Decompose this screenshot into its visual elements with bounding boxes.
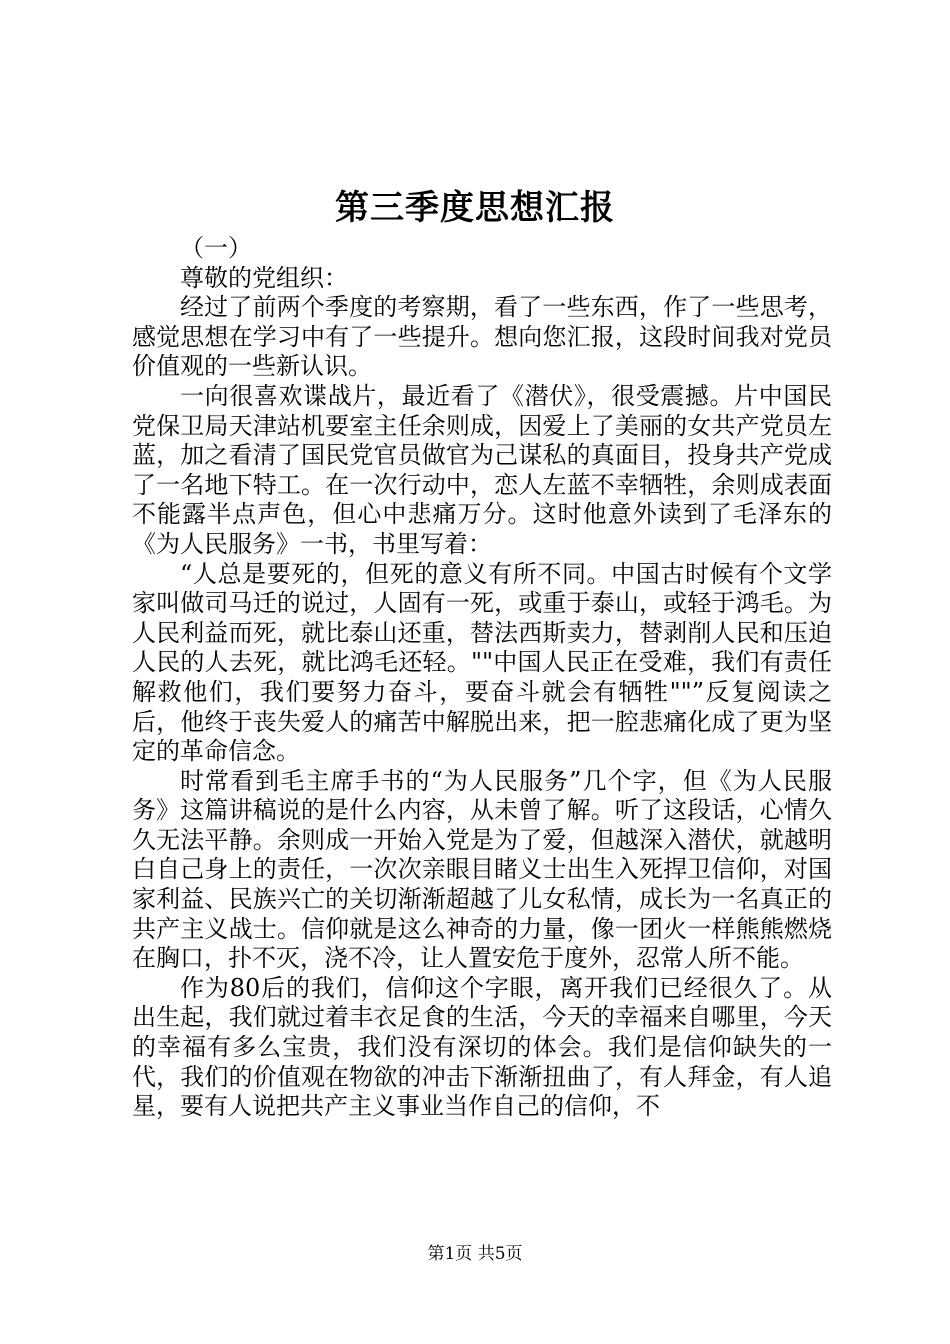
paragraph: 经过了前两个季度的考察期，看了一些东西，作了一些思考，感觉思想在学习中有了一些提升。想向您汇报，这段时间我对党员价值观的一些新认识。 <box>132 293 832 381</box>
document-body <box>132 234 832 1122</box>
section-number: （一） <box>180 234 252 262</box>
page-footer: 第1页 共5页 <box>427 1244 523 1264</box>
document-title: 第三季度思想汇报 <box>335 188 615 228</box>
salutation: 尊敬的党组织： <box>180 263 348 292</box>
paragraph: 时常看到毛主席手书的“为人民服务”几个字，但《为人民服务》这篇讲稿说的是什么内容，从未曾了解。听了这段话，心情久久无法平静。余则成一开始入党是为了爱，但越深入潜伏，就越明白自己身上的责任，一次次亲眼目睹义士出生入死捍卫信仰，对国家利益、民族兴亡的关切渐渐超越了儿女私情，成长为一名真正的共产主义战士。信仰就是这么神奇的力量，像一团火一样熊熊燃烧在胸口，扑不灭，浇不冷，让人置安危于度外，忍常人所不能。 <box>132 766 832 973</box>
paragraph: 作为80后的我们，信仰这个字眼，离开我们已经很久了。从出生起，我们就过着丰衣足食的生活，今天的幸福来自哪里，今天的幸福有多么宝贵，我们没有深切的体会。我们是信仰缺失的一代，我们的价值观在物欲的冲击下渐渐扭曲了，有人拜金，有人追星，要有人说把共产主义事业当作自己的信仰，不 <box>132 973 832 1121</box>
quote-paragraph: “人总是要死的，但死的意义有所不同。中国古时候有个文学家叫做司马迁的说过，人固有一死，或重于泰山，或轻于鸿毛。为人民利益而死，就比泰山还重，替法西斯卖力，替剥削人民和压迫人民的人去死，就比鸿毛还轻。""中国人民正在受难，我们有责任解救他们，我们要努力奋斗，要奋斗就会有牺牲""”反复阅读之后，他终于丧失爱人的痛苦中解脱出来，把一腔悲痛化成了更为坚定的革命信念。 <box>132 559 832 766</box>
paragraph: 一向很喜欢谍战片，最近看了《潜伏》，很受震撼。片中国民党保卫局天津站机要室主任余则成，因爱上了美丽的女共产党员左蓝，加之看清了国民党官员做官为己谋私的真面目，投身共产党成了一名地下特工。在一次行动中，恋人左蓝不幸牺牲，余则成表面不能露半点声色，但心中悲痛万分。这时他意外读到了毛泽东的《为人民服务》一书，书里写着： <box>132 381 832 558</box>
